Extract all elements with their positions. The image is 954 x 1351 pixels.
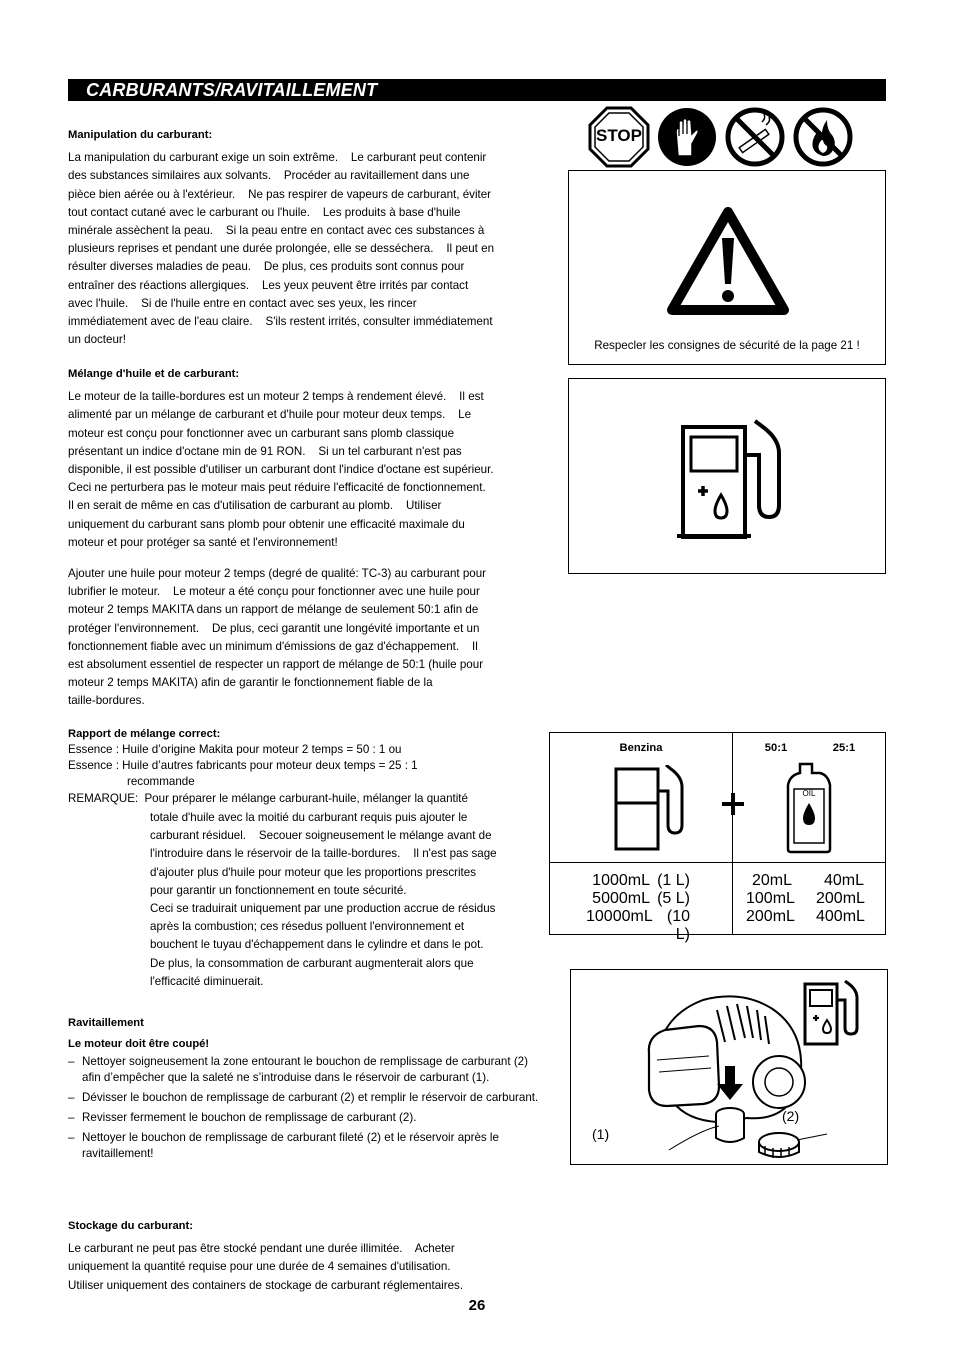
remark-line: l'introduire dans le réservoir de la taille-bordures. Il n'est pas sage <box>150 847 497 861</box>
page-number: 26 <box>468 1297 486 1314</box>
stop-sign-icon <box>588 106 650 168</box>
paragraph-line: taille-bordures. <box>68 694 145 708</box>
paragraph-line: un docteur! <box>68 333 127 347</box>
fuel-pump-icon <box>801 980 865 1046</box>
fuel-handling-heading: Manipulation du carburant: <box>68 129 213 141</box>
warning-caption: Respecler les consignes de sécurité de la page 21 ! <box>594 339 860 352</box>
engine-illustration <box>621 990 831 1160</box>
remark-first-line <box>68 791 546 807</box>
paragraph-line: moteur 2 temps MAKITA) afin de garantir le fonctionnement fiable de la <box>68 676 433 690</box>
remark-line: après la combustion; ces résedus polluent l'environnement et <box>150 920 465 934</box>
paragraph-line: Le carburant ne peut pas être stocké pendant une durée illimitée. Acheter <box>68 1242 455 1256</box>
paragraph-line: avec l'huile. Si de l'huile entre en contact avec ses yeux, les rincer <box>68 296 417 310</box>
plus-icon <box>719 790 747 818</box>
mix-ratio-table <box>549 732 886 943</box>
no-fire-icon <box>792 106 854 168</box>
paragraph-line: entraîner des réactions allergiques. Les yeux peuvent être irrités par contact <box>68 278 469 292</box>
remark-line: carburant résiduel. Secouer soigneusement le mélange avant de <box>150 829 492 843</box>
paragraph-line: minérale assèchent la peau. Si la peau entre en contact avec ces substances à <box>68 224 485 238</box>
mix-ratio-heading: Rapport de mélange correct: <box>68 728 221 740</box>
table-cell-fuel-l: (5 L) <box>657 890 690 907</box>
label-fuel-cap: (2) <box>782 1108 800 1124</box>
table-column-divider <box>732 733 733 934</box>
remark-label: REMARQUE: <box>68 792 139 805</box>
paragraph-line: moteur 2 temps MAKITA dans un rapport de mélange de seulement 50:1 afin de <box>68 603 479 617</box>
paragraph-line: moteur est conçu pour fonctionner avec un carburant sans plomb classique <box>68 426 455 440</box>
remark-line: De plus, la consommation de carburant augmenterait alors que <box>150 956 474 970</box>
fuel-handling-section <box>68 126 546 349</box>
page-title: CARBURANTS/RAVITAILLEMENT <box>86 80 378 100</box>
label-fuel-tank: (1) <box>592 1126 610 1142</box>
table-cell-25-1: 40mL <box>823 872 864 889</box>
warning-triangle-icon <box>666 206 790 318</box>
list-item: – Nettoyer soigneusement la zone entourant le bouchon de remplissage de carburant (2) afin d’empêcher que la saleté ne s’introduise dans le réservoir de carburant (1). <box>68 1054 546 1086</box>
gloves-icon <box>656 106 718 168</box>
stop-sign-text: STOP <box>596 126 642 145</box>
paragraph-line: pièce bien aérée ou à l'extérieur. Ne pas respirer de vapeurs de carburant, éviter <box>68 187 492 201</box>
fuel-storage-section <box>68 1217 546 1295</box>
oil-mix-section <box>68 365 546 711</box>
remark-line: l'efficacité diminuerait. <box>150 974 264 988</box>
paragraph-line: plusieurs reprises et pendant une durée prolongée, elle se desséchera. Il peut en <box>68 242 495 256</box>
table-header-50-1: 50:1 <box>764 742 788 754</box>
table-header-fuel: Benzina <box>619 742 663 754</box>
list-item: – Revisser fermement le bouchon de remplissage de carburant (2). <box>68 1110 546 1126</box>
oil-bottle-icon <box>784 761 834 855</box>
oil-mix-heading: Mélange d'huile et de carburant: <box>68 368 240 380</box>
remark-line: Ceci se traduirait uniquement par une production accrue de résidus <box>150 902 496 916</box>
remark-line: bouchent le tuyau d'échappement dans le cylindre et dans le pot. <box>150 938 484 952</box>
table-header-25-1: 25:1 <box>832 742 856 754</box>
table-row-divider <box>550 862 885 863</box>
safety-warning-box <box>568 170 886 365</box>
refueling-section <box>68 1014 546 1166</box>
paragraph-line: lubrifier le moteur. Le moteur a été conçu pour fonctionner avec une huile pour <box>68 585 480 599</box>
list-item: – Dévisser le bouchon de remplissage de carburant (2) et remplir le réservoir de carburant. <box>68 1090 546 1106</box>
paragraph-line: tout contact cutané avec le carburant ou l'huile. Les produits à base d'huile <box>68 205 461 219</box>
remark-line: pour garantir un fonctionnement en toute sécurité. <box>150 883 407 897</box>
paragraph-line: Ceci ne perturbera pas le moteur mais peut réduire l'efficacité de fonctionnement. <box>68 481 486 495</box>
table-cell-fuel-ml: 5000mL <box>592 890 650 907</box>
engine-off-warning: Le moteur doit être coupé! <box>68 1038 210 1051</box>
ratio-line: Essence : Huile d’origine Makita pour moteur 2 temps = 50 : 1 ou <box>68 743 402 756</box>
refuel-diagram-box <box>570 969 888 1165</box>
table-cell-25-1: 400mL <box>816 908 865 925</box>
paragraph-line: des substances similaires aux solvants. Procéder au ravitaillement dans une <box>68 169 470 183</box>
no-smoking-icon <box>724 106 786 168</box>
oil-label: OIL <box>802 789 816 798</box>
paragraph-line: La manipulation du carburant exige un soin extrême. Le carburant peut contenir <box>68 151 487 165</box>
table-cell-fuel-ml: 1000mL <box>592 872 650 889</box>
paragraph-line: disponible, il est possible d'utiliser un carburant dont l'indice d'octane est supérieur. <box>68 463 494 477</box>
paragraph-line: Utiliser uniquement des containers de stockage de carburant réglementaires. <box>68 1278 464 1292</box>
paragraph-line: est absolument essentiel de respecter un rapport de mélange de 50:1 (huile pour <box>68 658 484 672</box>
table-cell-fuel-l: (10 L) <box>666 908 690 943</box>
remark-line: d'ajouter plus d'huile pour moteur que les proportions prescrites <box>150 865 477 879</box>
table-cell-25-1: 200mL <box>816 890 865 907</box>
remark-line: totale d'huile avec la moitié du carburant requis puis ajouter le <box>150 811 468 824</box>
ratio-line: Essence : Huile d’autres fabricants pour moteur deux temps = 25 : 1 <box>68 759 418 772</box>
paragraph-line: alimenté par un mélange de carburant et d'huile pour moteur deux temps. Le <box>68 408 472 422</box>
mix-ratio-section <box>68 726 546 991</box>
table-cell-fuel-l: (1 L) <box>657 872 690 889</box>
fuel-pump-icon <box>612 765 688 851</box>
table-cell-fuel-ml: 10000mL <box>586 908 653 925</box>
paragraph-line: Le moteur de la taille-bordures est un moteur 2 temps à rendement élevé. Il est <box>68 390 484 404</box>
list-item: – Nettoyer le bouchon de remplissage de carburant fileté (2) et le réservoir après le ravitaillement! <box>68 1130 546 1162</box>
fuel-storage-heading: Stockage du carburant: <box>68 1220 193 1232</box>
refueling-steps <box>68 1054 546 1162</box>
paragraph-line: protéger l'environnement. De plus, ceci garantit une longévité importante et un <box>68 621 480 635</box>
paragraph-line: uniquement la quantité requise pour une durée de 4 semaines d'utilisation. <box>68 1260 451 1274</box>
section-title-bar <box>68 79 886 101</box>
paragraph-line: fonctionnement fiable avec un minimum d'émissions de gaz d'échappement. Il <box>68 639 478 653</box>
ratio-line: recommande <box>127 775 195 788</box>
paragraph-line: Ajouter une huile pour moteur 2 temps (degré de qualité: TC-3) au carburant pour <box>68 567 487 581</box>
paragraph-line: moteur et pour protéger sa santé et l'environnement! <box>68 535 338 549</box>
fuel-pump-icon <box>675 419 789 539</box>
fuel-pump-box <box>568 378 886 574</box>
paragraph-line: présentant un indice d'octane min de 91 RON. Si un tel carburant n'est pas <box>68 444 462 458</box>
refueling-heading: Ravitaillement <box>68 1017 144 1029</box>
paragraph-line: immédiatement avec de l'eau claire. S'ils restent irrités, consulter immédiatement <box>68 315 493 329</box>
table-cell-50-1: 20mL <box>751 872 792 889</box>
remark-text: Pour préparer le mélange carburant-huile, mélanger la quantité <box>144 792 468 805</box>
paragraph-line: résulter diverses maladies de peau. De plus, ces produits sont connus pour <box>68 260 465 274</box>
paragraph-line: uniquement du carburant sans plomb pour obtenir une efficacité maximale du <box>68 517 465 531</box>
table-cell-50-1: 200mL <box>746 908 795 925</box>
paragraph-line: Il en serait de même en cas d'utilisation de carburant au plomb. Utiliser <box>68 499 442 513</box>
table-cell-50-1: 100mL <box>746 890 795 907</box>
remark-body <box>68 809 546 991</box>
